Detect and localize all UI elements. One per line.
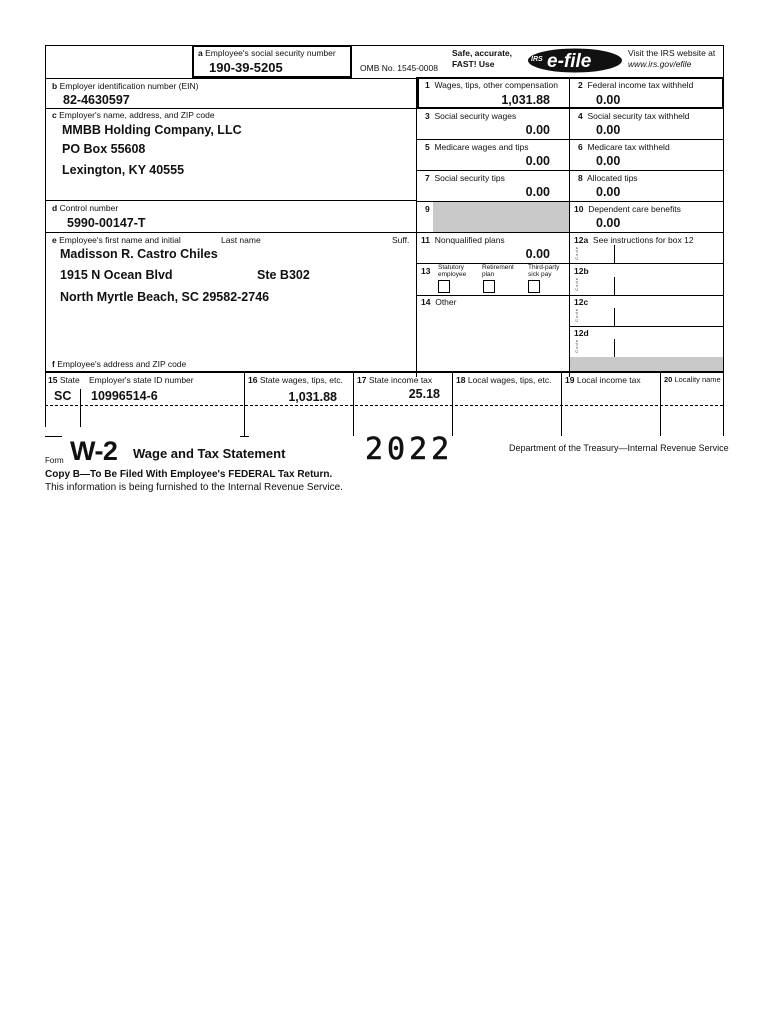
ssn-label: a Employee's social security number: [198, 48, 336, 58]
box3-label: 3 Social security wages: [425, 111, 517, 121]
tax-year: 2022: [365, 432, 454, 467]
employee-suite: Ste B302: [257, 268, 310, 282]
employer-name-label: c Employer's name, address, and ZIP code: [52, 110, 215, 120]
box8-allocated-tips: 0.00: [596, 185, 621, 199]
irs-visit-text: Visit the IRS website at: [628, 48, 716, 58]
retirement-plan-checkbox[interactable]: [483, 280, 495, 293]
box1-label: 1 Wages, tips, other compensation: [425, 80, 558, 90]
box12d-code-label: C o d e: [574, 340, 579, 353]
employer-address-line2: Lexington, KY 40555: [62, 163, 185, 177]
ssn-value: 190-39-5205: [209, 60, 283, 75]
box2-federal-tax: 0.00: [596, 93, 621, 107]
irs-efile-url: www.irs.gov/efile: [628, 59, 692, 69]
state-code: SC: [54, 389, 72, 403]
box12a-label: 12a See instructions for box 12: [574, 235, 694, 245]
box16-label: 16 State wages, tips, etc.: [248, 375, 343, 385]
employee-address-label: f Employee's address and ZIP code: [52, 359, 187, 369]
box12d-label: 12d: [574, 328, 589, 338]
employee-name: Madisson R. Castro Chiles: [60, 247, 218, 261]
box6-medicare-tax: 0.00: [596, 154, 621, 168]
efile-tagline-1: Safe, accurate,: [452, 48, 513, 58]
irs-furnished-notice: This information is being furnished to the Internal Revenue Service.: [45, 482, 343, 493]
efile-logo-text: e-file: [547, 51, 592, 72]
box2-label: 2 Federal income tax withheld: [578, 80, 694, 90]
form-title: Wage and Tax Statement: [133, 446, 286, 461]
box3-ss-wages: 0.00: [525, 123, 550, 137]
control-number-value: 5990-00147-T: [67, 216, 146, 230]
box17-label: 17 State income tax: [357, 375, 433, 385]
box13-label: 13: [421, 266, 431, 276]
statutory-employee-checkbox[interactable]: [438, 280, 450, 293]
form-word: Form: [45, 456, 64, 465]
control-number-label: d Control number: [52, 203, 119, 213]
employee-last-name-label: Last name: [221, 235, 261, 245]
box12a-code-label: C o d e: [574, 247, 579, 260]
efile-tagline-2: FAST! Use: [452, 59, 495, 69]
department-name: Department of the Treasury—Internal Revenue Service: [509, 443, 729, 453]
omb-number: OMB No. 1545-0008: [360, 63, 438, 73]
box12-shaded: [570, 357, 723, 372]
state-wages: 1,031.88: [288, 390, 337, 404]
irs-efile-logo: [525, 47, 622, 74]
box15-state-label: 15 State: [48, 375, 80, 385]
employee-name-label: e Employee's first name and initial: [52, 235, 181, 245]
box19-label: 19 Local income tax: [565, 375, 641, 385]
box14-label: 14 Other: [421, 297, 457, 307]
box1-wages: 1,031.88: [501, 93, 550, 107]
employer-address-line1: PO Box 55608: [62, 142, 146, 156]
box5-medicare-wages: 0.00: [525, 154, 550, 168]
state-income-tax: 25.18: [408, 387, 440, 401]
box15-state-id-label: Employer's state ID number: [89, 375, 194, 385]
box8-label: 8 Allocated tips: [578, 173, 638, 183]
box10-label: 10 Dependent care benefits: [574, 204, 681, 214]
box10-dependent-care: 0.00: [596, 216, 621, 230]
employee-suffix-label: Suff.: [392, 235, 410, 245]
box18-label: 18 Local wages, tips, etc.: [456, 375, 552, 385]
box20-label: 20 Locality name: [664, 375, 721, 384]
copy-b-notice: Copy B—To Be Filed With Employee's FEDERAL Tax Return.: [45, 469, 333, 480]
ein-value: 82-4630597: [63, 93, 130, 107]
box9-shaded: [433, 202, 569, 232]
box12c-label: 12c: [574, 297, 589, 307]
box12c-code-label: C o d e: [574, 309, 579, 322]
box13-statutory-label: Statutory employee: [438, 264, 467, 278]
state-id-number: 10996514-6: [91, 389, 158, 403]
box4-ss-tax: 0.00: [596, 123, 621, 137]
box13-thirdparty-label: Third-party sick pay: [528, 264, 560, 278]
box13-retirement-label: Retirement plan: [482, 264, 514, 278]
form-number: W-2: [70, 436, 118, 466]
box7-label: 7 Social security tips: [425, 173, 505, 183]
box9-label: 9: [425, 204, 430, 214]
employee-street: 1915 N Ocean Blvd: [60, 268, 173, 282]
box6-label: 6 Medicare tax withheld: [578, 142, 670, 152]
efile-irs-text: IRS: [531, 56, 543, 63]
box7-ss-tips: 0.00: [525, 185, 550, 199]
box4-label: 4 Social security tax withheld: [578, 111, 690, 121]
thirdparty-sick-pay-checkbox[interactable]: [528, 280, 540, 293]
box12b-code-label: C o d e: [574, 278, 579, 291]
box11-nonqualified: 0.00: [525, 247, 550, 261]
employer-name: MMBB Holding Company, LLC: [62, 123, 242, 137]
ein-label: b Employer identification number (EIN): [52, 81, 199, 91]
box5-label: 5 Medicare wages and tips: [425, 142, 529, 152]
employee-city-state-zip: North Myrtle Beach, SC 29582-2746: [60, 290, 270, 304]
box12b-label: 12b: [574, 266, 589, 276]
box11-label: 11 Nonqualified plans: [421, 235, 505, 245]
